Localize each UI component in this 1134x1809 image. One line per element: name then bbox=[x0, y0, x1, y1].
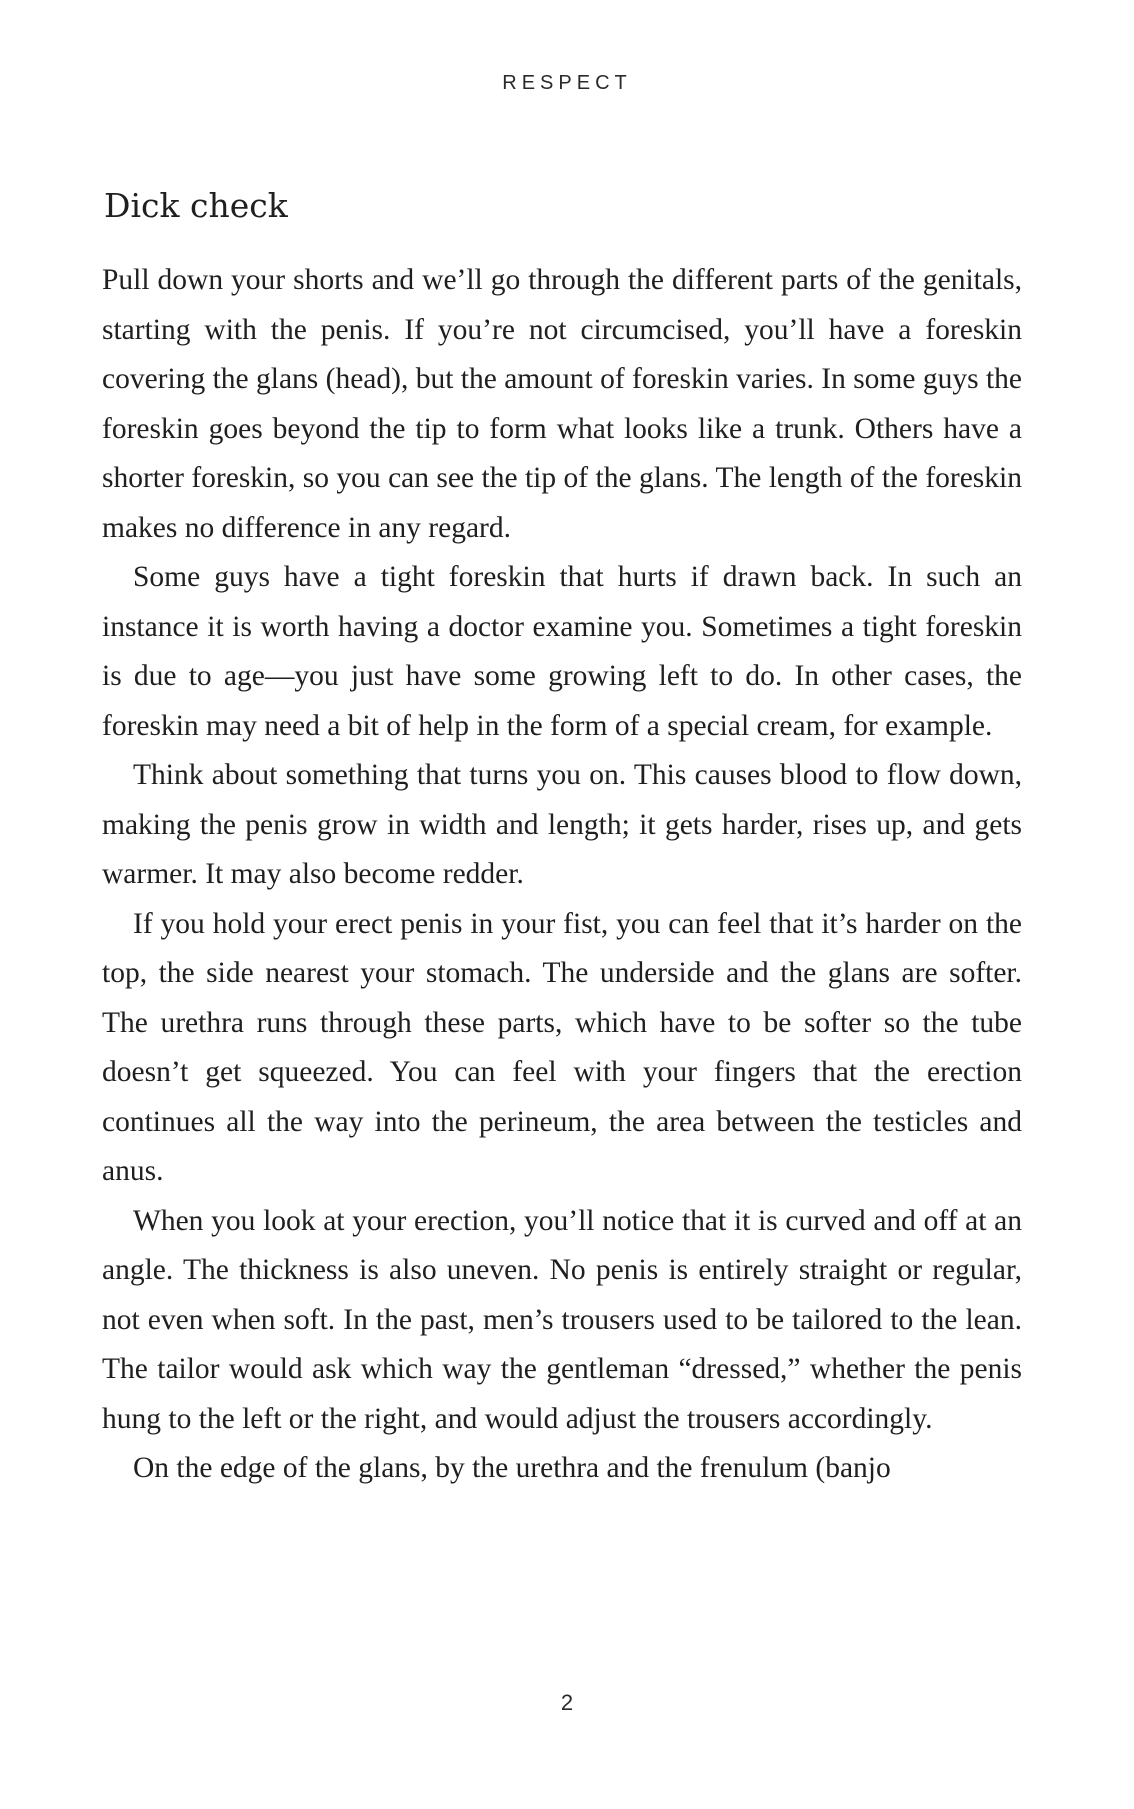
paragraph: On the edge of the glans, by the urethra and the frenulum (banjo bbox=[133, 1452, 891, 1484]
section-title: Dick check bbox=[104, 186, 288, 225]
page-number: 2 bbox=[560, 1690, 574, 1715]
body-text bbox=[102, 256, 1022, 1494]
paragraph: If you hold your erect penis in your fist, you can feel that it’s harder on the top, the side nearest your stomach. The underside and the glans are softer. The urethra runs through these parts, which have to be softer so the tube doesn’t get squeezed. You can feel with your fingers that the erection continues all the way into the perineum, the area between the testicles and anus. bbox=[102, 907, 1022, 1187]
paragraph: Pull down your shorts and we’ll go through the different parts of the genitals, starting with the penis. If you’re not circumcised, you’ll have a foreskin covering the glans (head), but the amount of foreskin varies. In some guys the foreskin goes beyond the tip to form what looks like a trunk. Others have a shorter foreskin, so you can see the tip of the glans. The length of the foreskin makes no difference in any regard. bbox=[102, 264, 1022, 544]
paragraph: Think about something that turns you on. This causes blood to flow down, making the penis grow in width and length; it gets harder, rises up, and gets warmer. It may also become redder. bbox=[102, 759, 1022, 890]
paragraph: When you look at your erection, you’ll notice that it is curved and off at an angle. The thickness is also uneven. No penis is entirely straight or regular, not even when soft. In the past, men’s trousers used to be tailored to the lean. The tailor would ask which way the gentleman “dressed,” whether the penis hung to the left or the right, and would adjust the trousers accordingly. bbox=[102, 1204, 1022, 1435]
running-head: RESPECT bbox=[502, 72, 632, 94]
paragraph: Some guys have a tight foreskin that hurts if drawn back. In such an instance it is worth having a doctor examine you. Sometimes a tight foreskin is due to age—you just have some growing left to do. In other cases, the foreskin may need a bit of help in the form of a special cream, for example. bbox=[102, 561, 1022, 742]
